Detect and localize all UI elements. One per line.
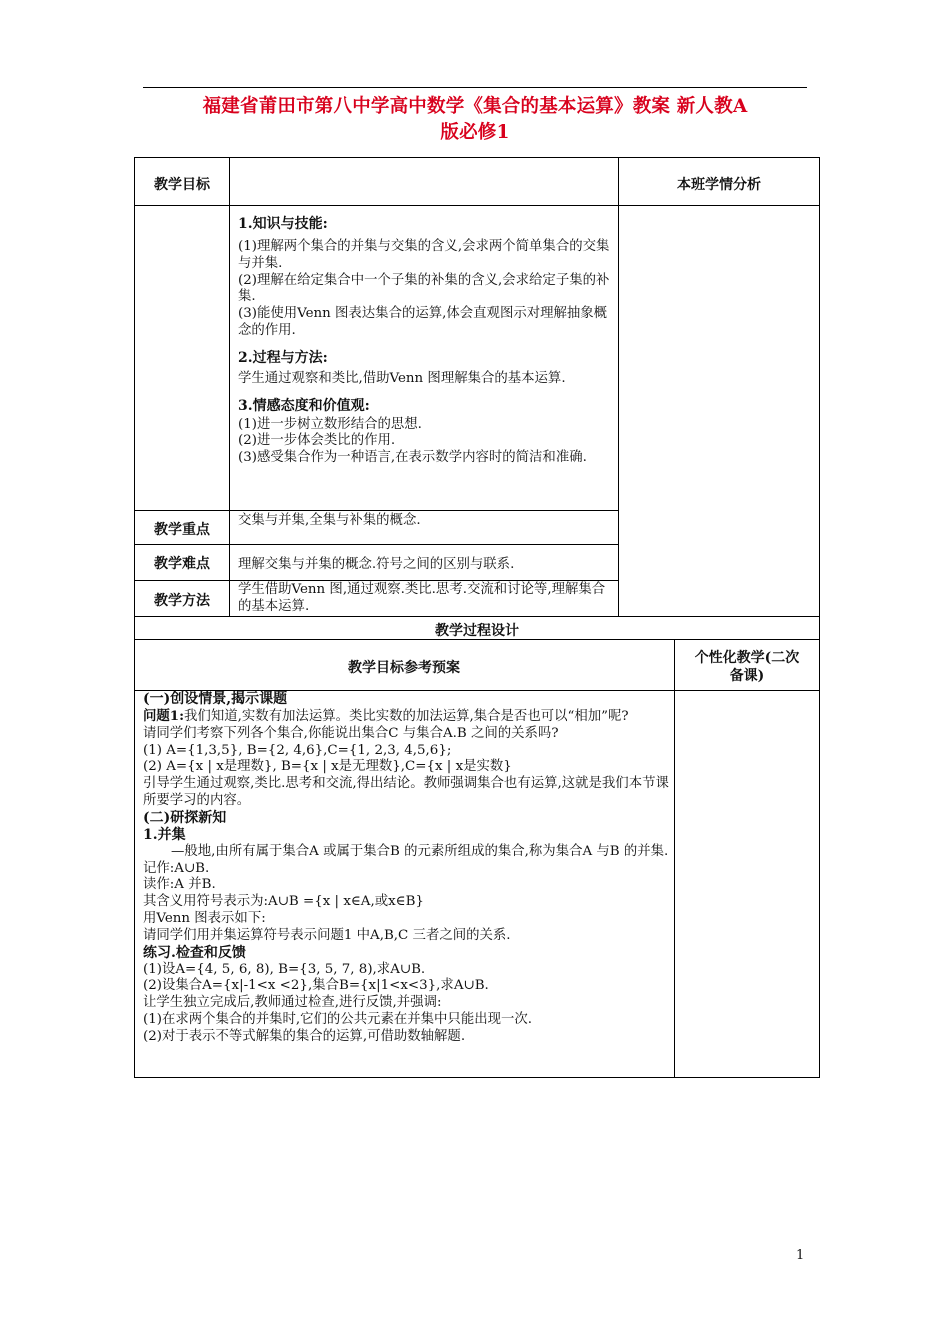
section-one-title: (一)创设情景,揭示课题 [143,691,288,707]
difficulty-text: 理解交集与并集的概念.符号之间的区别与联系. [238,557,515,572]
doc-title-line1: 福建省莆田市第八中学高中数学《集合的基本运算》教案 新人教A [202,96,748,117]
example-two: (2) A={x | x是理数}, B={x | x是无理数},C={x | x是实数} [143,759,512,775]
analysis-header: 本班学情分析 [677,177,761,193]
teaching-goals [238,216,610,467]
difficulty-label: 教学难点 [154,556,210,572]
personal-header-line2: 备课) [729,668,765,684]
practice-item: (1)设A={4, 5, 6, 8), B={3, 5, 7, 8),求A∪B. [143,961,426,977]
question-one [143,708,671,726]
process-header: 教学过程设计 [435,623,519,639]
method-text: 学生借助Venn 图,通过观察.类比.思考.交流和讨论等,理解集合的基本运算. [238,582,606,614]
knowledge-item: (1)理解两个集合的并集与交集的含义,会求两个简单集合的交集与并集. [238,239,610,271]
union-title: 1.并集 [143,826,186,843]
example-one: (1) A={1,3,5}, B={2, 4,6},C={1, 2,3, 4,5,6}; [143,742,452,758]
knowledge-item: (3)能使用Venn 图表达集合的运算,体会直观图示对理解抽象概念的作用. [238,306,608,338]
key-point-label: 教学重点 [154,522,210,538]
union-notation: 记作:A∪B. [143,860,210,876]
practice-item: 让学生独立完成后,教师通过检查,进行反馈,并强调: [143,995,442,1011]
practice-item: (1)在求两个集合的并集时,它们的公共元素在并集中只能出现一次. [143,1011,533,1027]
section-two-title: (二)研探新知 [143,809,227,826]
union-definition: —般地,由所有属于集合A 或属于集合B 的元素所组成的集合,称为集合A 与B 的并集. [171,843,669,859]
question-one-text: 我们知道,实数有加法运算。类比实数的加法运算,集合是否也可以“相加”呢? [184,709,629,724]
process-method-text: 学生通过观察和类比,借助Venn 图理解集合的基本运算. [238,370,566,386]
union-exercise-prompt: 请同学们用并集运算符号表示问题1 中A,B,C 三者之间的关系. [143,927,511,943]
key-point-text: 交集与并集,全集与补集的概念. [238,513,421,528]
personal-header-line1: 个性化教学(二次 [694,650,800,666]
knowledge-item: (2)理解在给定集合中一个子集的补集的含义,会求给定子集的补集. [238,272,610,305]
personal-header [675,649,819,685]
venn-note: 用Venn 图表示如下: [143,910,266,926]
union-symbol: 其含义用符号表示为:A∪B ={x | x∈A,或x∈B} [143,894,424,910]
observe-prompt: 请同学们考察下列各个集合,你能说出集合C 与集合A.B 之间的关系吗? [143,725,559,741]
header-rule [143,87,807,88]
practice-item: (2)设集合A={x|-1<x <2},集合B={x|1<x<3},求A∪B. [143,978,489,994]
practice-item: (2)对于表示不等式解集的集合的运算,可借助数轴解题. [143,1028,466,1044]
plan-header: 教学目标参考预案 [348,660,460,676]
emotion-item: (2)进一步体会类比的作用. [238,433,396,449]
knowledge-heading: 1.知识与技能: [238,216,328,232]
method-label: 教学方法 [154,593,210,609]
emotion-item: (3)感受集合作为一种语言,在表示数学内容时的简洁和准确. [238,450,587,466]
practice-title: 练习.检查和反馈 [143,944,246,961]
process-method-heading: 2.过程与方法: [238,349,328,366]
page-number: 1 [796,1248,805,1263]
union-reading: 读作:A 并B. [143,877,216,893]
doc-title-line2: 版必修1 [440,122,510,143]
goal-header: 教学目标 [154,177,210,193]
emotion-heading: 3.情感态度和价值观: [238,397,370,414]
guide-text: 引导学生通过观察,类比.思考和交流,得出结论。教师强调集合也有运算,这就是我们本节课所要学习的内容。 [143,776,669,808]
emotion-item: (1)进一步树立数形结合的思想. [238,416,422,432]
lesson-plan [143,691,671,1046]
question-one-label: 问题1: [143,708,185,724]
